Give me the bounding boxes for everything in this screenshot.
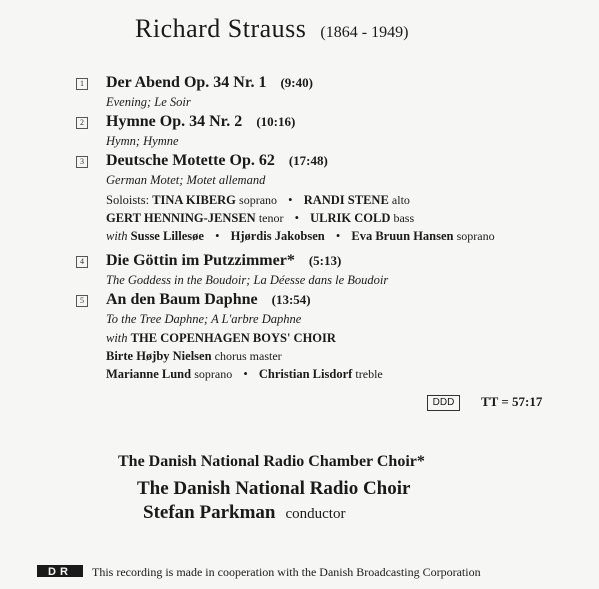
chorus-master-line	[106, 349, 282, 364]
track-duration: (17:48)	[288, 153, 328, 168]
track-duration: (9:40)	[280, 75, 313, 90]
bullet: •	[335, 229, 341, 243]
soloist-name: Susse Lillesøe	[130, 229, 204, 243]
soloist-role: soprano	[456, 229, 495, 243]
footer-text: This recording is made in cooperation with the Danish Broadcasting Corporation	[92, 565, 481, 579]
track-number-box: 2	[76, 117, 88, 129]
composer-dates: (1864 - 1949)	[320, 24, 409, 41]
soloist-name: Hjørdis Jakobsen	[230, 229, 325, 243]
ddd-badge: DDD	[427, 395, 460, 411]
soloist-name: Eva Bruun Hansen	[351, 229, 454, 243]
composer-name: Richard Strauss	[135, 14, 307, 43]
performer-name: Birte Højby Nielsen	[106, 349, 212, 363]
performer-name: Christian Lisdorf	[258, 367, 353, 381]
choir-credit: The Danish National Radio Choir	[137, 478, 411, 499]
soloist-role: tenor	[258, 211, 284, 225]
track-title: Die Göttin im Putzzimmer*	[106, 252, 295, 269]
track-title-row	[106, 291, 311, 309]
boys-choir-name: THE COPENHAGEN BOYS' CHOIR	[130, 331, 336, 345]
soloists-line-2	[106, 211, 414, 226]
track-title: An den Baum Daphne	[106, 291, 258, 308]
track-translations: Hymn; Hymne	[106, 134, 179, 148]
conductor-credit	[143, 502, 345, 524]
choir-line: with THE COPENHAGEN BOYS' CHOIR	[106, 331, 336, 345]
performer-role: soprano	[194, 367, 233, 381]
soloist-name: TINA KIBERG	[152, 193, 236, 207]
soloist-name: RANDI STENE	[303, 193, 389, 207]
track-translations: German Motet; Motet allemand	[106, 173, 266, 187]
bullet: •	[288, 193, 293, 207]
track-duration: (13:54)	[271, 292, 311, 307]
soloist-role: soprano	[239, 193, 278, 207]
conductor-name: Stefan Parkman	[143, 502, 276, 523]
track-title-row	[106, 74, 313, 92]
track-number-box: 4	[76, 256, 88, 268]
soloist-name: GERT HENNING-JENSEN	[106, 211, 256, 225]
track-duration: (10:16)	[256, 114, 296, 129]
soloists-line-1: Soloists: TINA KIBERG soprano • RANDI STENE alto	[106, 193, 410, 207]
soloist-name: ULRIK COLD	[310, 211, 391, 225]
dr-logo	[37, 563, 83, 579]
performer-role: treble	[355, 367, 383, 381]
track-title-row	[106, 152, 328, 170]
conductor-role: conductor	[285, 506, 346, 522]
performer-role: chorus master	[214, 349, 282, 363]
bullet: •	[243, 367, 248, 381]
track-title: Der Abend Op. 34 Nr. 1	[106, 74, 267, 91]
track-title-row	[106, 252, 341, 270]
track-number-box: 1	[76, 78, 88, 90]
soloist-role: alto	[391, 193, 410, 207]
soloist-role: bass	[393, 211, 415, 225]
track-translations: To the Tree Daphne; A L'arbre Daphne	[106, 312, 302, 326]
total-time: TT = 57:17	[481, 394, 543, 409]
soloists-line-track5	[106, 367, 383, 382]
soloists-line-3: with Susse Lillesøe • Hjørdis Jakobsen • Eva Bruun Hansen soprano	[106, 229, 495, 243]
track-title-row	[106, 113, 295, 131]
header	[135, 14, 408, 44]
chamber-choir-credit: The Danish National Radio Chamber Choir*	[118, 453, 425, 470]
bullet: •	[215, 229, 220, 243]
track-duration: (5:13)	[308, 253, 342, 268]
track-title: Hymne Op. 34 Nr. 2	[106, 113, 243, 130]
track-translations: The Goddess in the Boudoir; La Déesse dans le Boudoir	[106, 273, 389, 287]
track-number-box: 3	[76, 156, 88, 168]
svg-text:DR: DR	[48, 566, 72, 578]
bullet: •	[294, 211, 300, 225]
track-number-box: 5	[76, 295, 88, 307]
performer-name: Marianne Lund	[106, 367, 192, 381]
track-translations: Evening; Le Soir	[106, 95, 191, 109]
track-title: Deutsche Motette Op. 62	[106, 152, 275, 169]
